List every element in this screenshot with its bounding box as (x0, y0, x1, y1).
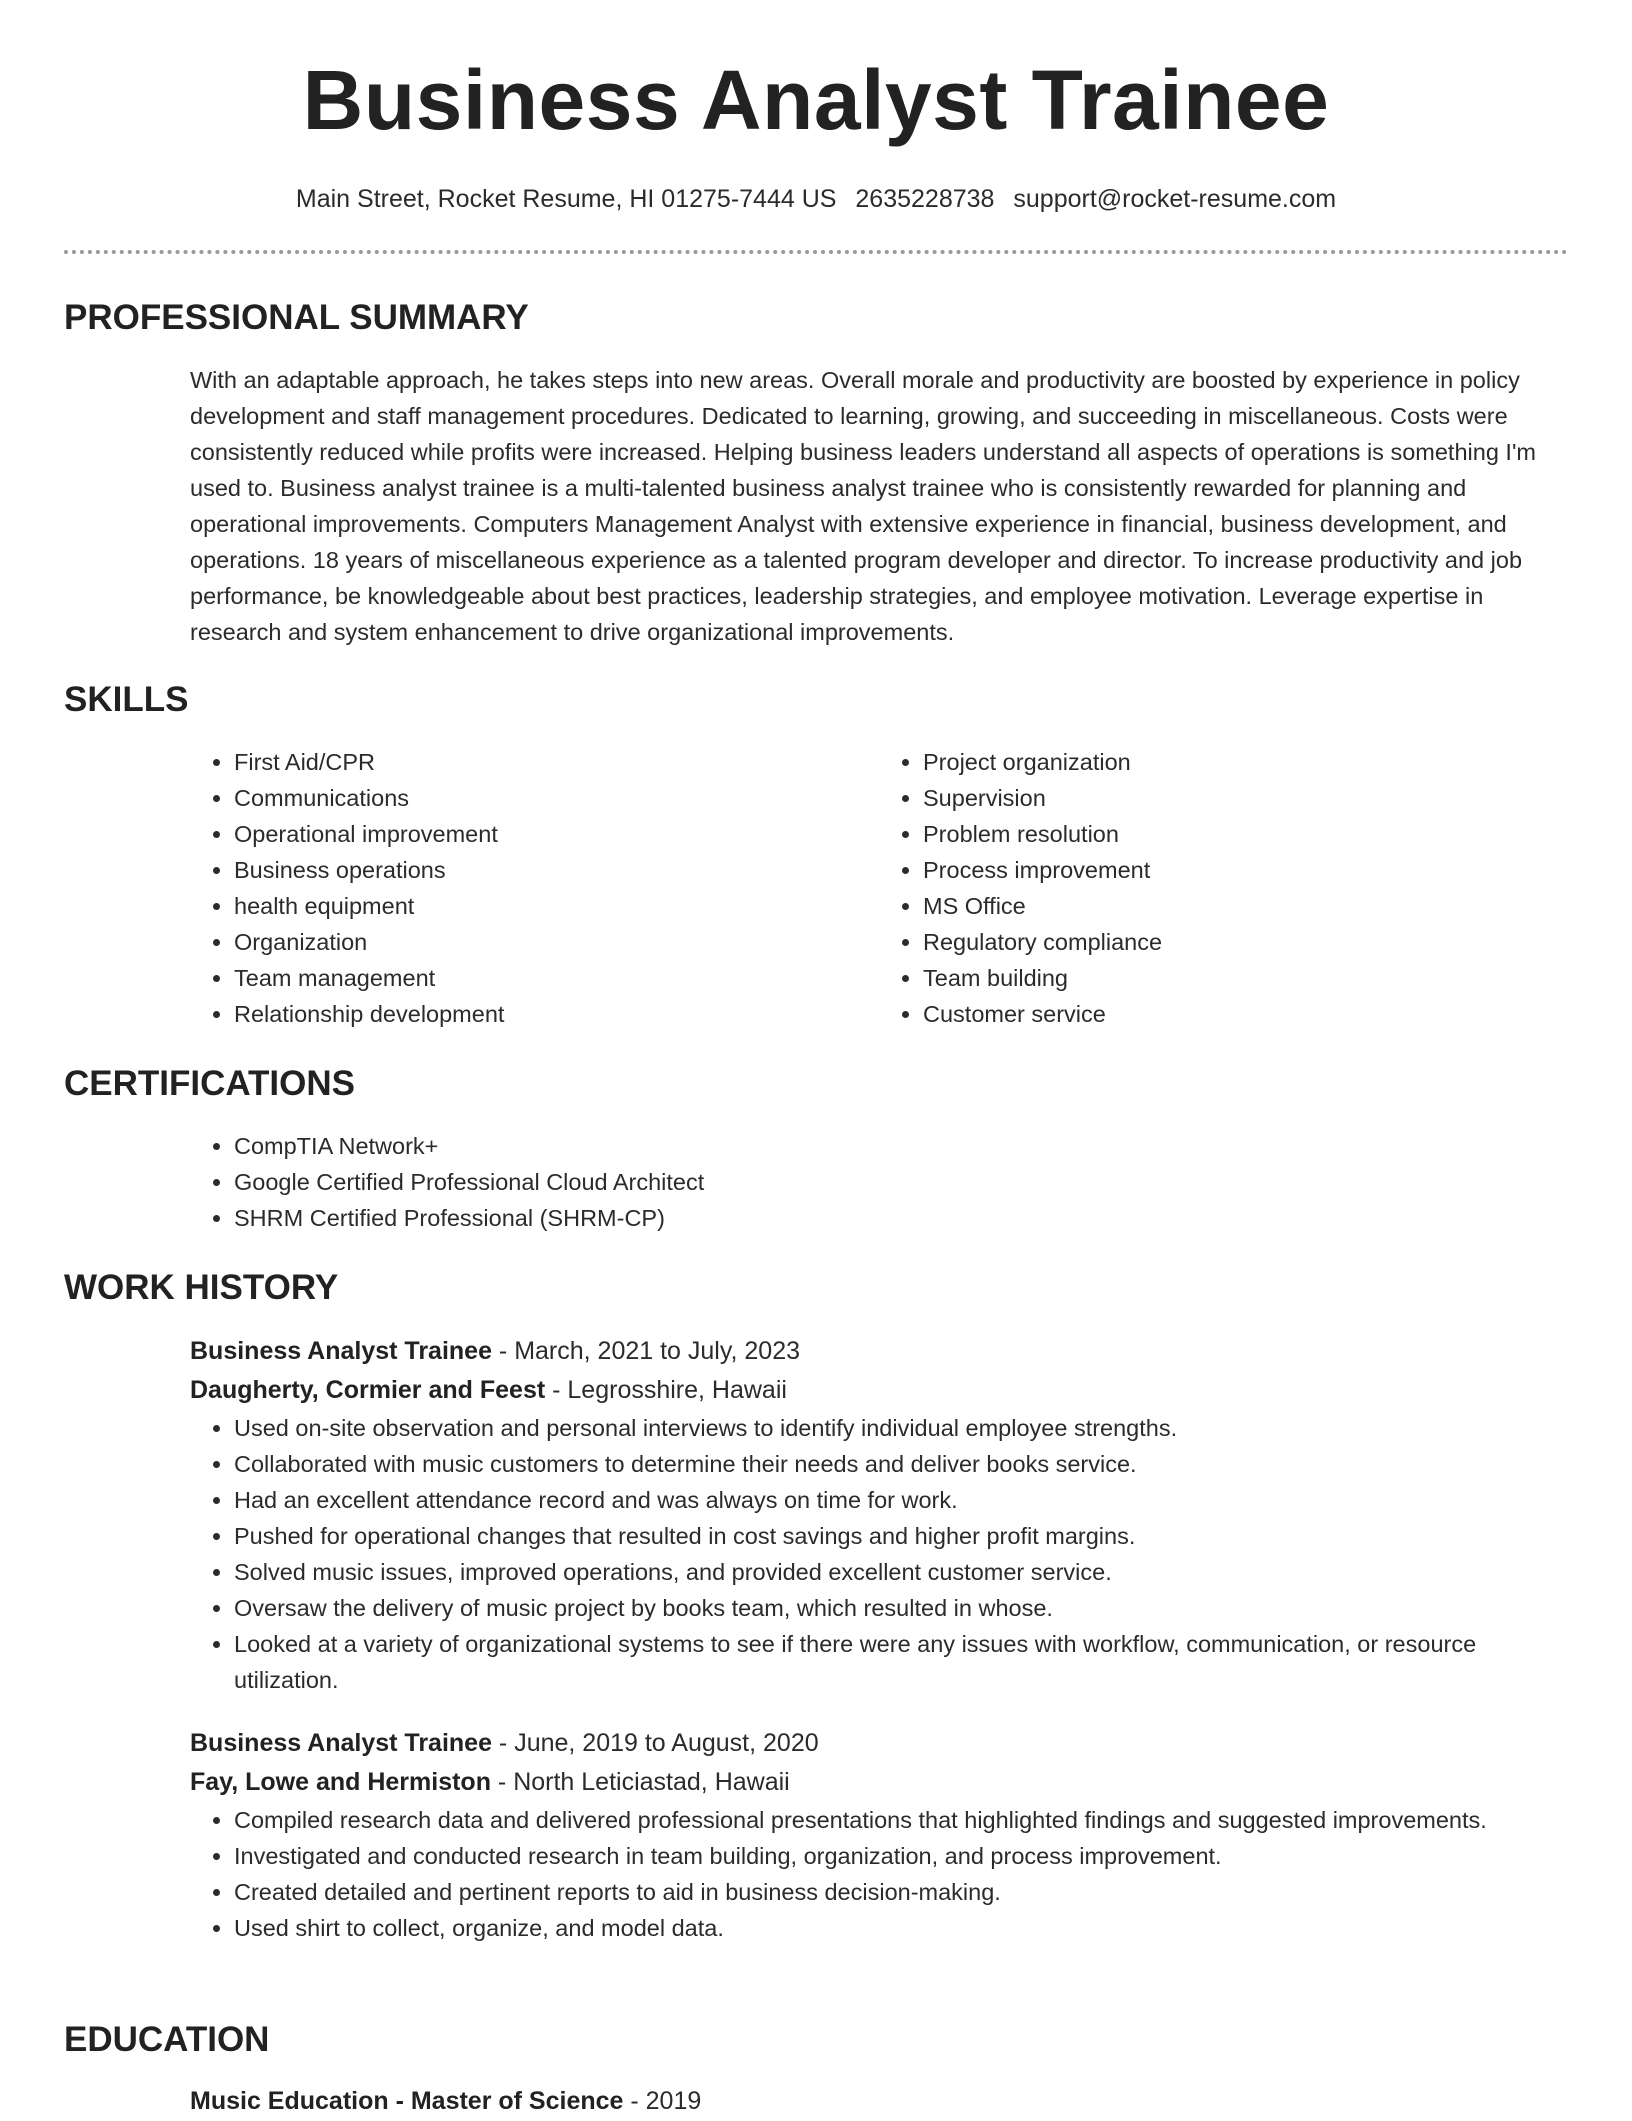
summary-text: With an adaptable approach, he takes steps into new areas. Overall morale and productivity are boosted by experience in policy development and staff management procedures. Dedicated to learning, growing, and succeeding in miscellaneous. Costs were consistently reduced while profits were increased. Helping business leaders understand all aspects of operations is something I'm used to. Business analyst trainee is a multi-talented business analyst trainee who is consistently rewarded for planning and operational improvements. Computers Management Analyst with extensive experience in financial, business development, and operations. 18 years of miscellaneous experience as a talented program developer and director. To increase productivity and job performance, be knowledgeable about best practices, leadership strategies, and employee motivation. Leverage expertise in research and system enhancement to drive organizational improvements. (190, 367, 1537, 645)
education-entry (190, 2082, 1568, 2121)
list-item: • Pushed for operational changes that resulted in cost savings and higher profit margins. (234, 1518, 1568, 1554)
job-company: Fay, Lowe and Hermiston (190, 1768, 491, 1796)
list-item: • health equipment (234, 888, 879, 924)
list-item: • Investigated and conducted research in team building, organization, and process improvement. (234, 1838, 1568, 1874)
list-item: • Organization (234, 924, 879, 960)
list-item: • Business operations (234, 852, 879, 888)
list-item: • Relationship development (234, 996, 879, 1032)
job-dates: - June, 2019 to August, 2020 (491, 1729, 819, 1757)
list-item: • Problem resolution (923, 816, 1568, 852)
work-history-section (64, 1266, 1568, 1946)
list-item: • Compiled research data and delivered professional presentations that highlighted findings and suggested improvements. (234, 1802, 1568, 1838)
list-item: • Oversaw the delivery of music project by books team, which resulted in whose. (234, 1590, 1568, 1626)
list-item: • CompTIA Network+ (234, 1128, 1568, 1164)
list-item: • Collaborated with music customers to determine their needs and deliver books service. (234, 1446, 1568, 1482)
contact-line (0, 182, 1632, 216)
contact-phone: 2635228738 (855, 185, 995, 213)
job-company-line (190, 1763, 1568, 1802)
skills-grid (190, 744, 1568, 1032)
job-role: Business Analyst Trainee (190, 1729, 492, 1757)
job-dates: - March, 2021 to July, 2023 (491, 1337, 801, 1365)
list-item: • SHRM Certified Professional (SHRM-CP) (234, 1200, 1568, 1236)
job-role: Business Analyst Trainee (190, 1337, 492, 1365)
education-line (190, 2082, 1568, 2121)
list-item: • Created detailed and pertinent reports to aid in business decision-making. (234, 1874, 1568, 1910)
skills-list-right (879, 744, 1568, 1032)
list-item: • Used shirt to collect, organize, and model data. (234, 1910, 1568, 1946)
summary-section (64, 296, 1568, 650)
skills-list-left (190, 744, 879, 1032)
certifications-body (190, 1128, 1568, 1236)
list-item: • Used on-site observation and personal interviews to identify individual employee strengths. (234, 1410, 1568, 1446)
list-item: • Customer service (923, 996, 1568, 1032)
header-divider (64, 250, 1568, 254)
job-title-line (190, 1724, 1568, 1763)
list-item: • Process improvement (923, 852, 1568, 888)
list-item: • Supervision (923, 780, 1568, 816)
section-title-skills: SKILLS (64, 680, 189, 719)
list-item: • Looked at a variety of organizational systems to see if there were any issues with workflow, communication, or resource utilization. (234, 1626, 1568, 1698)
list-item: • Team building (923, 960, 1568, 996)
job-location: - Legrosshire, Hawaii (545, 1376, 787, 1404)
section-title-education: EDUCATION (64, 2020, 270, 2059)
job-entry (190, 1724, 1568, 1946)
section-title-summary: PROFESSIONAL SUMMARY (64, 298, 529, 337)
education-section (64, 2018, 1568, 2121)
job-company-line (190, 1371, 1568, 1410)
resume-name: Business Analyst Trainee (302, 53, 1330, 147)
list-item: • MS Office (923, 888, 1568, 924)
list-item: • Operational improvement (234, 816, 879, 852)
contact-address: Main Street, Rocket Resume, HI 01275-7444 US (295, 185, 837, 213)
list-item: • Team management (234, 960, 879, 996)
list-item: • Regulatory compliance (923, 924, 1568, 960)
job-entry (190, 1332, 1568, 1698)
certifications-list (190, 1128, 1568, 1236)
job-title-line (190, 1332, 1568, 1371)
contact-email: support@rocket-resume.com (1013, 185, 1337, 213)
education-year: - 2019 (623, 2087, 702, 2115)
skills-section (64, 678, 1568, 1032)
job-bullets (190, 1802, 1568, 1946)
education-degree: Music Education - Master of Science (190, 2087, 624, 2115)
list-item: • Communications (234, 780, 879, 816)
list-item: • Google Certified Professional Cloud Architect (234, 1164, 1568, 1200)
job-company: Daugherty, Cormier and Feest (190, 1376, 546, 1404)
list-item: • Solved music issues, improved operations, and provided excellent customer service. (234, 1554, 1568, 1590)
section-title-certifications: CERTIFICATIONS (64, 1064, 356, 1103)
job-location: - North Leticiastad, Hawaii (490, 1768, 790, 1796)
list-item: • First Aid/CPR (234, 744, 879, 780)
job-bullets (190, 1410, 1568, 1698)
section-title-work: WORK HISTORY (64, 1268, 339, 1307)
list-item: • Had an excellent attendance record and was always on time for work. (234, 1482, 1568, 1518)
certifications-section (64, 1062, 1568, 1236)
list-item: • Project organization (923, 744, 1568, 780)
